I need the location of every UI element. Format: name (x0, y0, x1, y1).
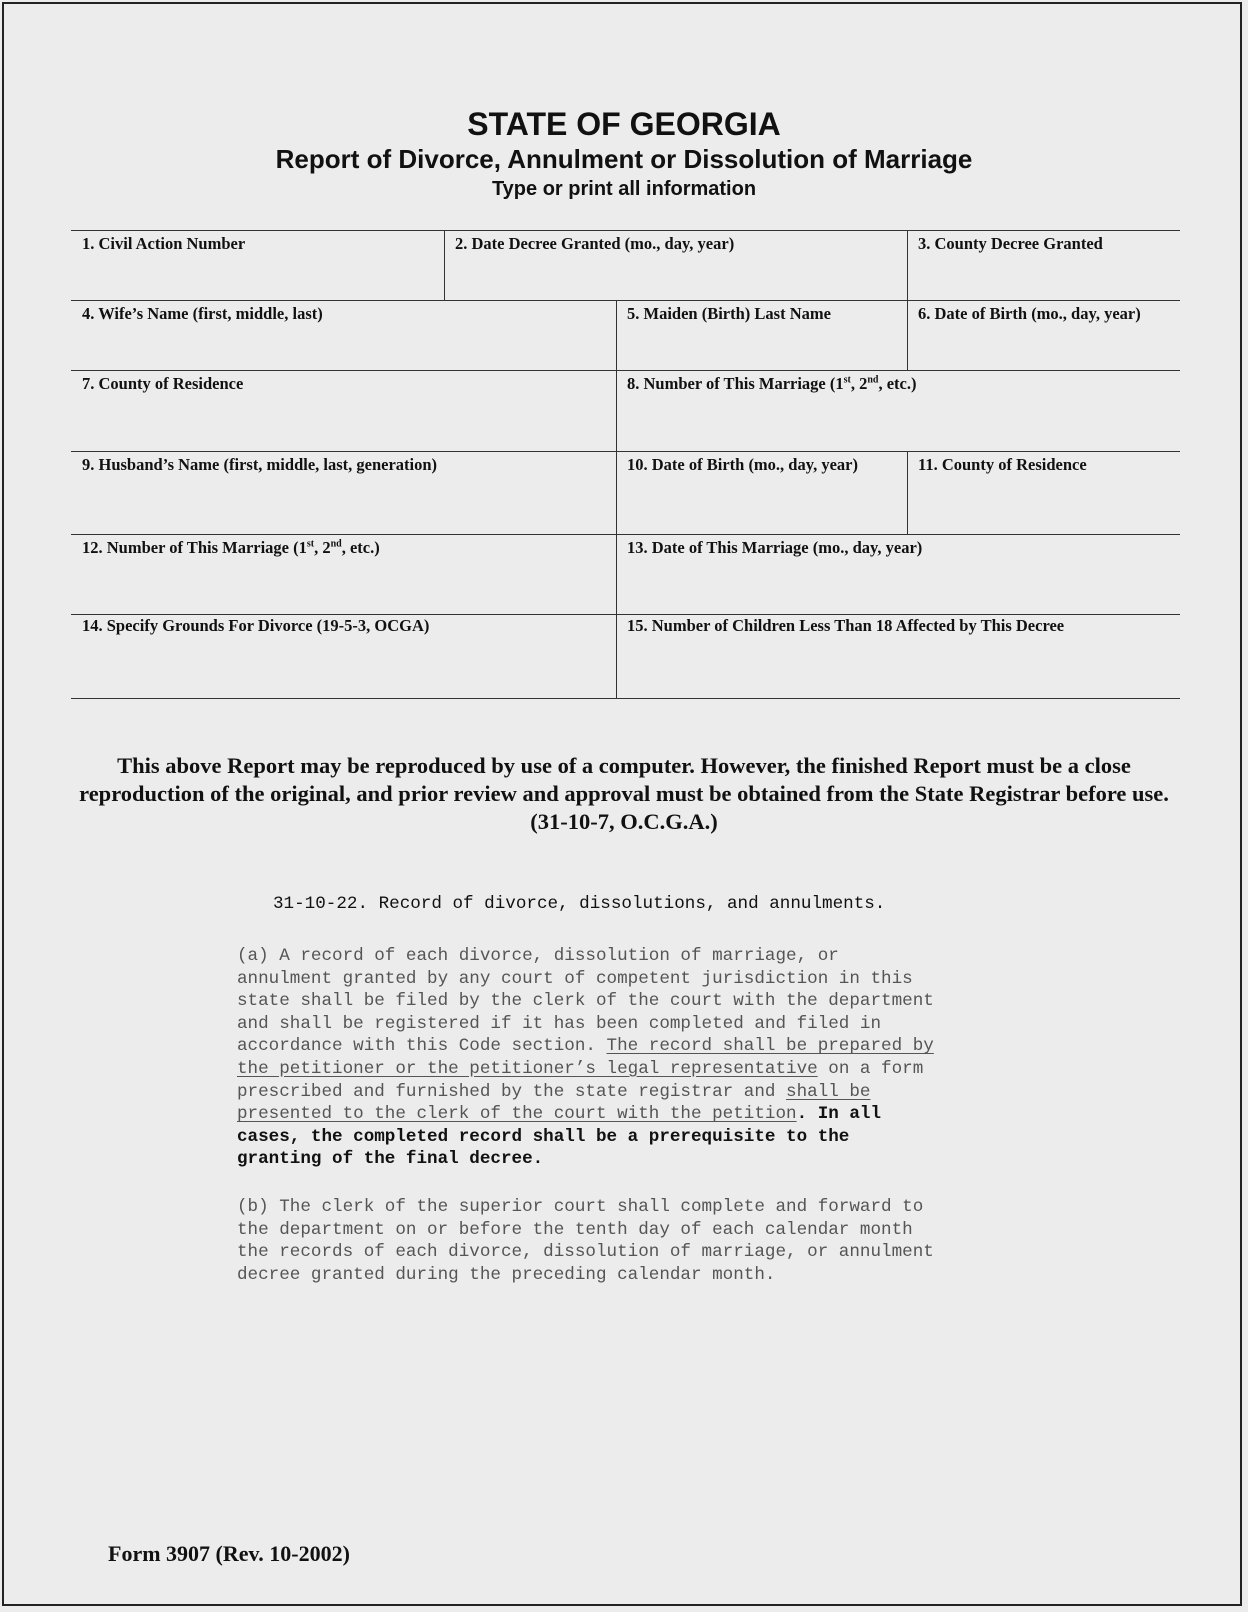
notice-line: reproduction of the original, and prior review and approval must be obtained from the State Registrar before use. (79, 781, 1169, 806)
grid-divider (616, 300, 617, 698)
grid-divider (907, 230, 908, 370)
field-husband-county-of-residence: 11. County of Residence (918, 455, 1087, 474)
field-date-decree-granted: 2. Date Decree Granted (mo., day, year) (455, 234, 735, 253)
grid-rule (71, 370, 1180, 371)
form-number: Form 3907 (Rev. 10-2002) (108, 1541, 350, 1566)
field-number-of-children: 15. Number of Children Less Than 18 Affected by This Decree (627, 616, 1065, 635)
grid-rule (71, 451, 1180, 452)
statute-line: the records of each divorce, dissolution of marriage, or annulment (237, 1242, 934, 1263)
statute-line: decree granted during the preceding calendar month. (237, 1264, 776, 1285)
grid-divider (907, 451, 908, 534)
form-instruction: Type or print all information (491, 178, 757, 200)
grid-rule (71, 230, 1180, 231)
form-subtitle: Report of Divorce, Annulment or Dissolution of Marriage (275, 144, 973, 174)
field-civil-action-number: 1. Civil Action Number (82, 234, 246, 253)
statute-line: cases, the completed record shall be a prerequisite to the (237, 1126, 850, 1147)
statute-line: (a) A record of each divorce, dissolution of marriage, or (237, 946, 839, 966)
statute-line: the petitioner or the petitioner’s legal representative on a form (237, 1058, 924, 1079)
grid-rule (71, 534, 1180, 535)
notice-line: (31-10-7, O.C.G.A.) (530, 809, 718, 834)
grid-divider (444, 230, 445, 300)
form-title: STATE OF GEORGIA (467, 106, 781, 142)
notice-line: This above Report may be reproduced by use of a computer. However, the finished Report must be a close (117, 753, 1131, 778)
statute-title: 31-10-22. Record of divorce, dissolutions, and annulments. (273, 894, 886, 914)
field-grounds-for-divorce: 14. Specify Grounds For Divorce (19-5-3, OCGA) (82, 616, 430, 635)
field-husband-date-of-birth: 10. Date of Birth (mo., day, year) (627, 455, 858, 474)
field-county-decree-granted: 3. County Decree Granted (918, 234, 1103, 253)
report-form-grid (71, 230, 1180, 700)
field-husband-name: 9. Husband’s Name (first, middle, last, generation) (82, 455, 438, 474)
field-maiden-last-name: 5. Maiden (Birth) Last Name (627, 304, 831, 323)
statute-line: presented to the clerk of the court with the petition. In all (237, 1104, 882, 1125)
field-wife-date-of-birth: 6. Date of Birth (mo., day, year) (918, 304, 1141, 323)
statute-paragraph-a (237, 945, 1037, 1171)
reproduction-notice (0, 752, 1248, 836)
grid-rule (71, 698, 1180, 699)
statute-line: and shall be registered if it has been completed and filed in (237, 1013, 882, 1034)
grid-rule (71, 614, 1180, 615)
statute-line: (b) The clerk of the superior court shall complete and forward to (237, 1197, 924, 1217)
statute-line: prescribed and furnished by the state registrar and shall be (237, 1081, 871, 1102)
statute-line: state shall be filed by the clerk of the court with the department (237, 991, 934, 1012)
grid-rule (71, 300, 1180, 301)
field-wife-number-of-marriage: 8. Number of This Marriage (1st, 2nd, etc.) (627, 374, 917, 393)
statute-line: granting of the final decree. (237, 1149, 544, 1170)
statute-paragraph-b (237, 1196, 1037, 1286)
statute-line: annulment granted by any court of competent jurisdiction in this (237, 968, 913, 989)
field-wife-name: 4. Wife’s Name (first, middle, last) (82, 304, 323, 323)
statute-line: the department on or before the tenth day of each calendar month (237, 1219, 913, 1240)
statute-line: accordance with this Code section. The record shall be prepared by (237, 1036, 934, 1057)
field-date-of-marriage: 13. Date of This Marriage (mo., day, year) (627, 538, 923, 557)
field-husband-number-of-marriage: 12. Number of This Marriage (1st, 2nd, etc.) (82, 538, 380, 557)
field-wife-county-of-residence: 7. County of Residence (82, 374, 244, 393)
